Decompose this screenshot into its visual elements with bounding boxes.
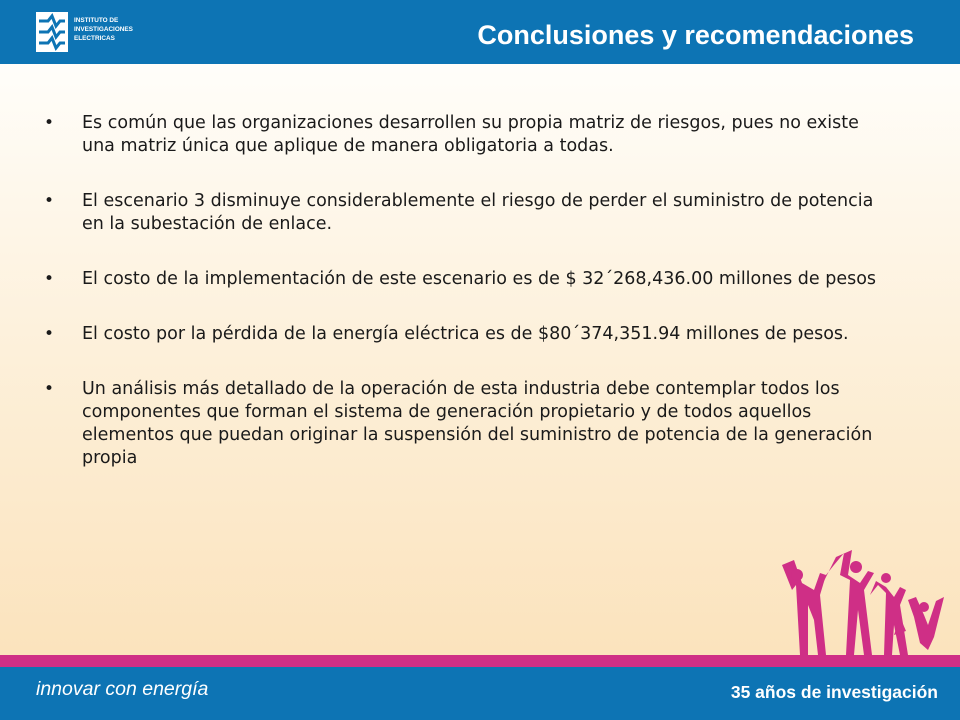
logo-line: ELECTRICAS bbox=[74, 35, 115, 42]
logo-line: INVESTIGACIONES bbox=[74, 26, 133, 33]
footer-anniversary: 35 años de investigación bbox=[730, 682, 938, 702]
list-item bbox=[44, 378, 904, 470]
bullet-icon: • bbox=[44, 269, 55, 289]
bullet-icon: • bbox=[44, 191, 55, 211]
footer-slogan: innovar con energía bbox=[36, 678, 209, 700]
header-bar bbox=[0, 0, 960, 64]
institute-logo bbox=[36, 12, 146, 54]
logo-line: INSTITUTO DE bbox=[74, 17, 119, 24]
iie-logo-icon bbox=[36, 12, 68, 52]
bullet-text: El escenario 3 disminuye considerablemente el riesgo de perder el suministro de potencia en la subestación de enlace. bbox=[82, 191, 874, 234]
bullet-list bbox=[44, 112, 904, 502]
list-item bbox=[44, 190, 904, 236]
bullet-text: El costo de la implementación de este escenario es de $ 32´268,436.00 millones de pesos bbox=[82, 269, 877, 289]
list-item bbox=[44, 112, 904, 158]
bullet-text: Es común que las organizaciones desarrollen su propia matriz de riesgos, pues no existe una matriz única que aplique de manera obligatoria a todas. bbox=[82, 113, 859, 156]
slide-title: Conclusiones y recomendaciones bbox=[477, 20, 914, 50]
logo-wordmark bbox=[74, 16, 133, 43]
bullet-icon: • bbox=[44, 379, 55, 399]
bullet-icon: • bbox=[44, 113, 55, 133]
accent-stripe bbox=[0, 655, 960, 667]
bullet-text: El costo por la pérdida de la energía eléctrica es de $80´374,351.94 millones de pesos. bbox=[82, 324, 849, 344]
list-item bbox=[44, 268, 904, 291]
bullet-icon: • bbox=[44, 324, 55, 344]
list-item bbox=[44, 323, 904, 346]
dancing-figures-icon bbox=[774, 545, 950, 660]
bullet-text: Un análisis más detallado de la operación de esta industria debe contemplar todos los componentes que forman el sistema de generación propietario y de todos aquellos elementos que puedan originar la suspensión del suministro de potencia de la generación propia bbox=[82, 379, 873, 468]
